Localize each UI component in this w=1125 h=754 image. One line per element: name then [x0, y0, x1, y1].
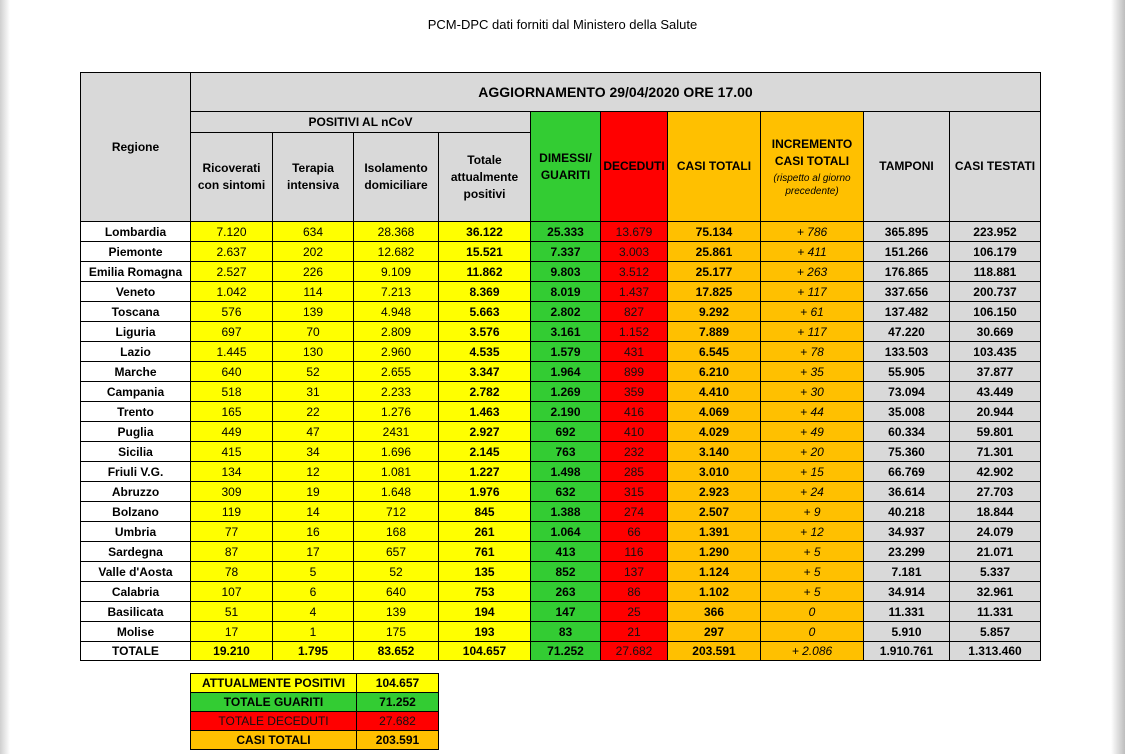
tamponi-cell: 7.181	[864, 562, 950, 582]
dimessi-cell: 147	[531, 602, 601, 622]
deceduti-cell: 285	[601, 462, 668, 482]
dimessi-cell: 2.802	[531, 302, 601, 322]
dimessi-cell: 1.579	[531, 342, 601, 362]
table-row	[81, 402, 1041, 422]
casi-testati-cell: 106.150	[950, 302, 1041, 322]
region-cell: Lombardia	[81, 222, 191, 242]
ricoverati-header: Ricoverati con sintomi	[191, 133, 273, 222]
totale-positivi-cell: 4.535	[439, 342, 531, 362]
terapia-cell: 226	[273, 262, 354, 282]
dimessi-cell: 1.388	[531, 502, 601, 522]
casi-totali-header: CASI TOTALI	[668, 112, 761, 222]
casi-totali-cell: 1.290	[668, 542, 761, 562]
region-cell: Valle d'Aosta	[81, 562, 191, 582]
deceduti-cell: 899	[601, 362, 668, 382]
ricoverati-cell: 1.042	[191, 282, 273, 302]
table-row	[81, 542, 1041, 562]
ricoverati-cell: 697	[191, 322, 273, 342]
totale-positivi-cell: 753	[439, 582, 531, 602]
total-casi-testati-cell: 1.313.460	[950, 642, 1041, 661]
ricoverati-cell: 17	[191, 622, 273, 642]
region-cell: Toscana	[81, 302, 191, 322]
table-row	[81, 322, 1041, 342]
dimessi-cell: 7.337	[531, 242, 601, 262]
summary-guariti-value: 71.252	[357, 693, 439, 712]
total-totale-positivi-cell: 104.657	[439, 642, 531, 661]
ricoverati-cell: 449	[191, 422, 273, 442]
deceduti-cell: 21	[601, 622, 668, 642]
tamponi-cell: 36.614	[864, 482, 950, 502]
incremento-cell: + 49	[761, 422, 864, 442]
terapia-cell: 114	[273, 282, 354, 302]
incremento-cell: + 78	[761, 342, 864, 362]
casi-totali-cell: 1.102	[668, 582, 761, 602]
region-cell: Puglia	[81, 422, 191, 442]
deceduti-cell: 410	[601, 422, 668, 442]
dimessi-cell: 413	[531, 542, 601, 562]
tamponi-cell: 35.008	[864, 402, 950, 422]
totale-positivi-cell: 135	[439, 562, 531, 582]
table-body	[81, 222, 1041, 661]
incremento-cell: + 9	[761, 502, 864, 522]
casi-testati-header: CASI TESTATI	[950, 112, 1041, 222]
casi-testati-cell: 42.902	[950, 462, 1041, 482]
deceduti-cell: 359	[601, 382, 668, 402]
table-row	[81, 302, 1041, 322]
ricoverati-cell: 518	[191, 382, 273, 402]
incremento-cell: + 15	[761, 462, 864, 482]
tamponi-cell: 40.218	[864, 502, 950, 522]
tamponi-header: TAMPONI	[864, 112, 950, 222]
incremento-cell: + 61	[761, 302, 864, 322]
casi-totali-cell: 75.134	[668, 222, 761, 242]
isolamento-cell: 657	[354, 542, 439, 562]
deceduti-cell: 416	[601, 402, 668, 422]
totale-positivi-cell: 1.976	[439, 482, 531, 502]
tamponi-cell: 73.094	[864, 382, 950, 402]
totale-positivi-cell: 1.227	[439, 462, 531, 482]
region-cell: Marche	[81, 362, 191, 382]
table-row	[81, 622, 1041, 642]
isolamento-cell: 2431	[354, 422, 439, 442]
covid-data-table	[80, 72, 1041, 661]
dimessi-cell: 763	[531, 442, 601, 462]
totale-positivi-cell: 11.862	[439, 262, 531, 282]
isolamento-cell: 2.655	[354, 362, 439, 382]
isolamento-cell: 2.960	[354, 342, 439, 362]
isolamento-cell: 139	[354, 602, 439, 622]
region-cell: Umbria	[81, 522, 191, 542]
summary-guariti-label: TOTALE GUARITI	[191, 693, 357, 712]
terapia-cell: 6	[273, 582, 354, 602]
table-row	[81, 562, 1041, 582]
totale-positivi-cell: 2.927	[439, 422, 531, 442]
tamponi-cell: 133.503	[864, 342, 950, 362]
deceduti-cell: 274	[601, 502, 668, 522]
dimessi-cell: 83	[531, 622, 601, 642]
incremento-title: INCREMENTO CASI TOTALI	[771, 136, 853, 168]
casi-totali-cell: 1.124	[668, 562, 761, 582]
document-title: PCM-DPC dati forniti dal Ministero della Salute	[427, 17, 698, 32]
table-row	[81, 342, 1041, 362]
region-cell: Friuli V.G.	[81, 462, 191, 482]
incremento-header	[761, 112, 864, 222]
page-edge-right	[1111, 0, 1125, 754]
casi-testati-cell: 30.669	[950, 322, 1041, 342]
isolamento-cell: 52	[354, 562, 439, 582]
casi-totali-cell: 4.410	[668, 382, 761, 402]
table-row	[81, 442, 1041, 462]
incremento-note: (rispetto al giorno precedente)	[773, 172, 851, 197]
casi-testati-cell: 11.331	[950, 602, 1041, 622]
casi-totali-cell: 17.825	[668, 282, 761, 302]
casi-testati-cell: 18.844	[950, 502, 1041, 522]
casi-testati-cell: 5.337	[950, 562, 1041, 582]
casi-testati-cell: 20.944	[950, 402, 1041, 422]
total-terapia-cell: 1.795	[273, 642, 354, 661]
totale-positivi-cell: 261	[439, 522, 531, 542]
totale-positivi-cell: 845	[439, 502, 531, 522]
total-row	[81, 642, 1041, 661]
summary-positivi-label: ATTUALMENTE POSITIVI	[191, 674, 357, 693]
isolamento-cell: 640	[354, 582, 439, 602]
terapia-cell: 31	[273, 382, 354, 402]
incremento-cell: + 35	[761, 362, 864, 382]
tamponi-cell: 176.865	[864, 262, 950, 282]
tamponi-cell: 11.331	[864, 602, 950, 622]
incremento-cell: + 24	[761, 482, 864, 502]
casi-testati-cell: 200.737	[950, 282, 1041, 302]
terapia-cell: 202	[273, 242, 354, 262]
total-dimessi-cell: 71.252	[531, 642, 601, 661]
table-row	[81, 502, 1041, 522]
table-row	[81, 582, 1041, 602]
deceduti-cell: 13.679	[601, 222, 668, 242]
deceduti-cell: 3.003	[601, 242, 668, 262]
casi-totali-cell: 1.391	[668, 522, 761, 542]
tamponi-cell: 365.895	[864, 222, 950, 242]
dimessi-cell: 8.019	[531, 282, 601, 302]
totale-positivi-cell: 761	[439, 542, 531, 562]
incremento-cell: + 117	[761, 282, 864, 302]
casi-totali-cell: 6.545	[668, 342, 761, 362]
summary-deceduti-value: 27.682	[357, 712, 439, 731]
region-cell: Piemonte	[81, 242, 191, 262]
region-cell: Sardegna	[81, 542, 191, 562]
region-header: Regione	[81, 73, 191, 222]
tamponi-cell: 55.905	[864, 362, 950, 382]
deceduti-cell: 116	[601, 542, 668, 562]
casi-totali-cell: 3.010	[668, 462, 761, 482]
casi-totali-cell: 6.210	[668, 362, 761, 382]
dimessi-cell: 692	[531, 422, 601, 442]
ricoverati-cell: 107	[191, 582, 273, 602]
region-cell: Liguria	[81, 322, 191, 342]
total-deceduti-cell: 27.682	[601, 642, 668, 661]
tamponi-cell: 5.910	[864, 622, 950, 642]
ricoverati-cell: 2.637	[191, 242, 273, 262]
summary-deceduti-label: TOTALE DECEDUTI	[191, 712, 357, 731]
terapia-cell: 19	[273, 482, 354, 502]
deceduti-cell: 66	[601, 522, 668, 542]
ricoverati-cell: 78	[191, 562, 273, 582]
table-row	[81, 522, 1041, 542]
totale-positivi-cell: 5.663	[439, 302, 531, 322]
deceduti-cell: 232	[601, 442, 668, 462]
deceduti-cell: 1.437	[601, 282, 668, 302]
region-cell: Bolzano	[81, 502, 191, 522]
casi-testati-cell: 37.877	[950, 362, 1041, 382]
ricoverati-cell: 1.445	[191, 342, 273, 362]
isolamento-cell: 1.276	[354, 402, 439, 422]
incremento-cell: + 786	[761, 222, 864, 242]
update-header: AGGIORNAMENTO 29/04/2020 ORE 17.00	[191, 73, 1041, 112]
region-cell: Molise	[81, 622, 191, 642]
dimessi-cell: 1.064	[531, 522, 601, 542]
terapia-cell: 634	[273, 222, 354, 242]
isolamento-cell: 12.682	[354, 242, 439, 262]
tamponi-cell: 66.769	[864, 462, 950, 482]
ricoverati-cell: 640	[191, 362, 273, 382]
incremento-cell: + 5	[761, 542, 864, 562]
incremento-cell: + 5	[761, 582, 864, 602]
terapia-cell: 34	[273, 442, 354, 462]
dimessi-cell: 852	[531, 562, 601, 582]
isolamento-cell: 4.948	[354, 302, 439, 322]
dimessi-cell: 2.190	[531, 402, 601, 422]
terapia-cell: 12	[273, 462, 354, 482]
totale-positivi-cell: 3.576	[439, 322, 531, 342]
casi-totali-cell: 4.029	[668, 422, 761, 442]
ricoverati-cell: 165	[191, 402, 273, 422]
deceduti-cell: 315	[601, 482, 668, 502]
incremento-cell: + 117	[761, 322, 864, 342]
summary-table	[190, 673, 439, 750]
isolamento-cell: 168	[354, 522, 439, 542]
totale-positivi-cell: 2.782	[439, 382, 531, 402]
tamponi-cell: 75.360	[864, 442, 950, 462]
positivi-header: POSITIVI AL nCoV	[191, 112, 531, 133]
region-cell: Abruzzo	[81, 482, 191, 502]
table-row	[81, 242, 1041, 262]
isolamento-cell: 2.809	[354, 322, 439, 342]
totale-positivi-cell: 1.463	[439, 402, 531, 422]
terapia-cell: 17	[273, 542, 354, 562]
casi-totali-cell: 297	[668, 622, 761, 642]
incremento-cell: 0	[761, 622, 864, 642]
casi-totali-cell: 7.889	[668, 322, 761, 342]
table-row	[81, 362, 1041, 382]
deceduti-cell: 25	[601, 602, 668, 622]
terapia-cell: 5	[273, 562, 354, 582]
casi-totali-cell: 3.140	[668, 442, 761, 462]
deceduti-cell: 137	[601, 562, 668, 582]
ricoverati-cell: 134	[191, 462, 273, 482]
isolamento-cell: 712	[354, 502, 439, 522]
totale-positivi-cell: 3.347	[439, 362, 531, 382]
summary-positivi-value: 104.657	[357, 674, 439, 693]
incremento-cell: + 20	[761, 442, 864, 462]
tamponi-cell: 60.334	[864, 422, 950, 442]
tamponi-cell: 34.914	[864, 582, 950, 602]
deceduti-cell: 827	[601, 302, 668, 322]
ricoverati-cell: 7.120	[191, 222, 273, 242]
deceduti-cell: 1.152	[601, 322, 668, 342]
totale-positivi-cell: 2.145	[439, 442, 531, 462]
terapia-cell: 4	[273, 602, 354, 622]
tamponi-cell: 47.220	[864, 322, 950, 342]
incremento-cell: + 263	[761, 262, 864, 282]
casi-totali-cell: 9.292	[668, 302, 761, 322]
totale-positivi-cell: 8.369	[439, 282, 531, 302]
terapia-cell: 70	[273, 322, 354, 342]
casi-totali-cell: 2.923	[668, 482, 761, 502]
casi-testati-cell: 32.961	[950, 582, 1041, 602]
summary-casi-value: 203.591	[357, 731, 439, 750]
region-cell: Trento	[81, 402, 191, 422]
region-cell: Veneto	[81, 282, 191, 302]
deceduti-cell: 3.512	[601, 262, 668, 282]
total-isolamento-cell: 83.652	[354, 642, 439, 661]
casi-testati-cell: 118.881	[950, 262, 1041, 282]
dimessi-cell: 1.269	[531, 382, 601, 402]
totale-positivi-header: Totale attualmente positivi	[439, 133, 531, 222]
dimessi-cell: 263	[531, 582, 601, 602]
region-cell: Basilicata	[81, 602, 191, 622]
casi-testati-cell: 27.703	[950, 482, 1041, 502]
deceduti-cell: 86	[601, 582, 668, 602]
casi-testati-cell: 71.301	[950, 442, 1041, 462]
total-tamponi-cell: 1.910.761	[864, 642, 950, 661]
dimessi-cell: 632	[531, 482, 601, 502]
isolamento-header: Isolamento domiciliare	[354, 133, 439, 222]
casi-totali-cell: 25.177	[668, 262, 761, 282]
isolamento-cell: 1.696	[354, 442, 439, 462]
total-ricoverati-cell: 19.210	[191, 642, 273, 661]
dimessi-cell: 3.161	[531, 322, 601, 342]
casi-totali-cell: 4.069	[668, 402, 761, 422]
tamponi-cell: 151.266	[864, 242, 950, 262]
terapia-cell: 47	[273, 422, 354, 442]
casi-totali-cell: 366	[668, 602, 761, 622]
table-row	[81, 422, 1041, 442]
region-cell: Calabria	[81, 582, 191, 602]
incremento-cell: + 30	[761, 382, 864, 402]
terapia-cell: 16	[273, 522, 354, 542]
isolamento-cell: 2.233	[354, 382, 439, 402]
terapia-cell: 139	[273, 302, 354, 322]
deceduti-header: DECEDUTI	[601, 112, 668, 222]
dimessi-cell: 9.803	[531, 262, 601, 282]
incremento-cell: + 44	[761, 402, 864, 422]
isolamento-cell: 1.081	[354, 462, 439, 482]
dimessi-cell: 1.964	[531, 362, 601, 382]
terapia-cell: 130	[273, 342, 354, 362]
casi-testati-cell: 24.079	[950, 522, 1041, 542]
ricoverati-cell: 415	[191, 442, 273, 462]
region-cell: Campania	[81, 382, 191, 402]
totale-positivi-cell: 36.122	[439, 222, 531, 242]
region-cell: Sicilia	[81, 442, 191, 462]
page-edge-left	[0, 0, 10, 754]
casi-testati-cell: 5.857	[950, 622, 1041, 642]
table-row	[81, 282, 1041, 302]
terapia-cell: 52	[273, 362, 354, 382]
totale-positivi-cell: 193	[439, 622, 531, 642]
dimessi-cell: 25.333	[531, 222, 601, 242]
terapia-cell: 22	[273, 402, 354, 422]
region-cell: Emilia Romagna	[81, 262, 191, 282]
incremento-cell: + 12	[761, 522, 864, 542]
table-row	[81, 382, 1041, 402]
table-row	[81, 482, 1041, 502]
tamponi-cell: 137.482	[864, 302, 950, 322]
summary-casi-label: CASI TOTALI	[191, 731, 357, 750]
casi-testati-cell: 43.449	[950, 382, 1041, 402]
total-region-cell: TOTALE	[81, 642, 191, 661]
table-row	[81, 262, 1041, 282]
isolamento-cell: 1.648	[354, 482, 439, 502]
incremento-cell: + 411	[761, 242, 864, 262]
tamponi-cell: 337.656	[864, 282, 950, 302]
region-cell: Lazio	[81, 342, 191, 362]
dimessi-header: DIMESSI/ GUARITI	[531, 112, 601, 222]
table-row	[81, 222, 1041, 242]
ricoverati-cell: 87	[191, 542, 273, 562]
dimessi-cell: 1.498	[531, 462, 601, 482]
terapia-cell: 14	[273, 502, 354, 522]
totale-positivi-cell: 15.521	[439, 242, 531, 262]
casi-testati-cell: 223.952	[950, 222, 1041, 242]
casi-totali-cell: 2.507	[668, 502, 761, 522]
totale-positivi-cell: 194	[439, 602, 531, 622]
ricoverati-cell: 2.527	[191, 262, 273, 282]
isolamento-cell: 175	[354, 622, 439, 642]
casi-totali-cell: 25.861	[668, 242, 761, 262]
deceduti-cell: 431	[601, 342, 668, 362]
tamponi-cell: 23.299	[864, 542, 950, 562]
total-casi-totali-cell: 203.591	[668, 642, 761, 661]
casi-testati-cell: 106.179	[950, 242, 1041, 262]
ricoverati-cell: 309	[191, 482, 273, 502]
casi-testati-cell: 21.071	[950, 542, 1041, 562]
terapia-header: Terapia intensiva	[273, 133, 354, 222]
table-row	[81, 462, 1041, 482]
incremento-cell: 0	[761, 602, 864, 622]
terapia-cell: 1	[273, 622, 354, 642]
casi-testati-cell: 103.435	[950, 342, 1041, 362]
isolamento-cell: 9.109	[354, 262, 439, 282]
ricoverati-cell: 51	[191, 602, 273, 622]
casi-testati-cell: 59.801	[950, 422, 1041, 442]
isolamento-cell: 7.213	[354, 282, 439, 302]
table-row	[81, 602, 1041, 622]
ricoverati-cell: 119	[191, 502, 273, 522]
ricoverati-cell: 576	[191, 302, 273, 322]
ricoverati-cell: 77	[191, 522, 273, 542]
tamponi-cell: 34.937	[864, 522, 950, 542]
total-incremento-cell: + 2.086	[761, 642, 864, 661]
isolamento-cell: 28.368	[354, 222, 439, 242]
incremento-cell: + 5	[761, 562, 864, 582]
